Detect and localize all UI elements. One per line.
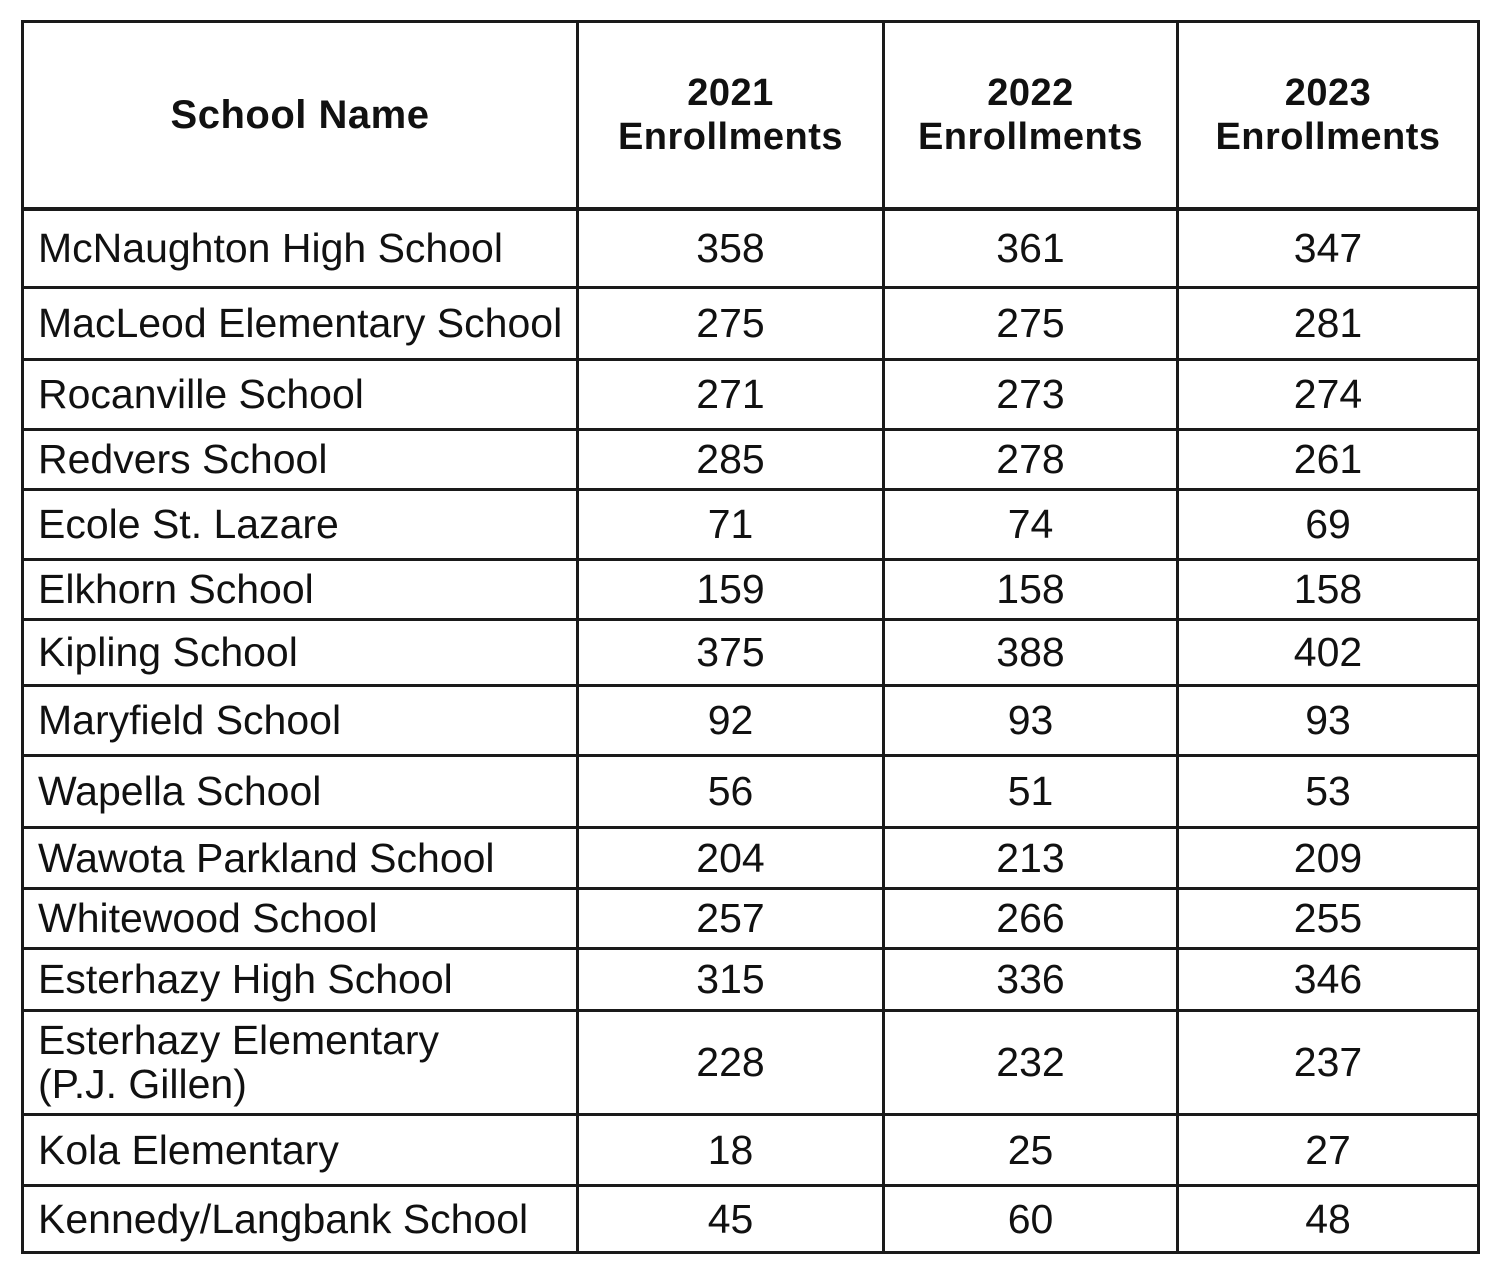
enrollment-2021-cell: 56 [578, 755, 884, 827]
enrollment-2022-cell: 266 [884, 888, 1178, 948]
enrollment-table-container [21, 20, 1480, 1254]
enrollment-2022-cell: 232 [884, 1010, 1178, 1114]
table-row [23, 359, 1479, 429]
school-name-cell [23, 888, 578, 948]
school-name-text: Whitewood School [38, 895, 378, 941]
column-header-2022 [884, 22, 1178, 210]
enrollment-2021-cell: 285 [578, 429, 884, 489]
enrollment-2022-cell: 93 [884, 685, 1178, 755]
school-name-cell [23, 287, 578, 359]
enrollment-2022-cell: 74 [884, 489, 1178, 559]
school-name-cell [23, 359, 578, 429]
enrollment-2022-cell: 51 [884, 755, 1178, 827]
column-header-line: School Name [170, 93, 430, 137]
table-row [23, 827, 1479, 888]
table-row [23, 489, 1479, 559]
header-row [23, 22, 1479, 210]
school-name-text: Maryfield School [38, 697, 342, 743]
enrollment-2023-cell: 274 [1178, 359, 1479, 429]
column-header-school-name [23, 22, 578, 210]
enrollment-2022-cell: 60 [884, 1185, 1178, 1252]
enrollment-2022-cell: 388 [884, 619, 1178, 685]
column-header-line: 2022 [987, 72, 1074, 114]
school-name-text: Kola Elementary [38, 1126, 339, 1173]
enrollment-2021-cell: 257 [578, 888, 884, 948]
table-row [23, 1010, 1479, 1114]
enrollment-2023-cell: 158 [1178, 559, 1479, 619]
table-row [23, 559, 1479, 619]
school-name-cell [23, 1114, 578, 1185]
school-name-text: Kipling School [38, 629, 298, 675]
enrollment-2023-cell: 69 [1178, 489, 1479, 559]
table-header [23, 22, 1479, 210]
enrollment-2023-cell: 255 [1178, 888, 1479, 948]
enrollment-2023-cell: 209 [1178, 827, 1479, 888]
school-name-cell [23, 209, 578, 287]
enrollment-2021-cell: 159 [578, 559, 884, 619]
enrollment-2023-cell: 402 [1178, 619, 1479, 685]
enrollment-2022-cell: 213 [884, 827, 1178, 888]
enrollment-2022-cell: 278 [884, 429, 1178, 489]
enrollment-2023-cell: 27 [1178, 1114, 1479, 1185]
enrollment-2021-cell: 71 [578, 489, 884, 559]
school-name-text: Ecole St. Lazare [38, 501, 339, 547]
enrollment-2021-cell: 204 [578, 827, 884, 888]
enrollment-2023-cell: 346 [1178, 948, 1479, 1010]
enrollment-2021-cell: 358 [578, 209, 884, 287]
table-row [23, 1114, 1479, 1185]
school-name-cell [23, 685, 578, 755]
enrollment-2022-cell: 275 [884, 287, 1178, 359]
column-header-line: Enrollments [617, 116, 844, 158]
column-header-line: Enrollments [917, 116, 1144, 158]
table-row [23, 1185, 1479, 1252]
enrollment-2023-cell: 48 [1178, 1185, 1479, 1252]
enrollment-2021-cell: 18 [578, 1114, 884, 1185]
school-name-text: Elkhorn School [38, 566, 314, 612]
enrollment-2022-cell: 273 [884, 359, 1178, 429]
school-name-cell [23, 755, 578, 827]
school-name-cell [23, 1010, 578, 1114]
enrollment-2023-cell: 347 [1178, 209, 1479, 287]
table-row [23, 888, 1479, 948]
school-name-text: Esterhazy Elementary [38, 1017, 440, 1063]
enrollment-2022-cell: 25 [884, 1114, 1178, 1185]
school-name-cell [23, 559, 578, 619]
table-row [23, 429, 1479, 489]
enrollment-table [21, 20, 1480, 1254]
enrollment-2021-cell: 92 [578, 685, 884, 755]
school-name-text: Rocanville School [38, 371, 364, 417]
school-name-cell [23, 489, 578, 559]
school-name-cell [23, 827, 578, 888]
column-header-2023 [1178, 22, 1479, 210]
enrollment-2023-cell: 53 [1178, 755, 1479, 827]
table-row [23, 209, 1479, 287]
school-name-text: (P.J. Gillen) [38, 1061, 247, 1107]
school-name-text: McNaughton High School [38, 225, 503, 272]
table-row [23, 685, 1479, 755]
enrollment-2023-cell: 281 [1178, 287, 1479, 359]
school-name-text: Wawota Parkland School [38, 834, 495, 881]
table-body [23, 209, 1479, 1252]
column-header-line: 2021 [687, 72, 774, 114]
enrollment-2023-cell: 237 [1178, 1010, 1479, 1114]
school-name-text: Kennedy/Langbank School [38, 1195, 529, 1242]
school-name-text: Esterhazy High School [38, 956, 453, 1002]
enrollment-2022-cell: 361 [884, 209, 1178, 287]
enrollment-2021-cell: 275 [578, 287, 884, 359]
enrollment-2021-cell: 228 [578, 1010, 884, 1114]
column-header-line: 2023 [1284, 72, 1372, 114]
enrollment-2021-cell: 45 [578, 1185, 884, 1252]
school-name-cell [23, 1185, 578, 1252]
enrollment-2022-cell: 158 [884, 559, 1178, 619]
enrollment-2023-cell: 261 [1178, 429, 1479, 489]
enrollment-2021-cell: 271 [578, 359, 884, 429]
table-row [23, 948, 1479, 1010]
column-header-line: Enrollments [1215, 116, 1441, 158]
enrollment-2022-cell: 336 [884, 948, 1178, 1010]
school-name-cell [23, 948, 578, 1010]
enrollment-2023-cell: 93 [1178, 685, 1479, 755]
school-name-cell [23, 619, 578, 685]
enrollment-2021-cell: 315 [578, 948, 884, 1010]
school-name-cell [23, 429, 578, 489]
table-row [23, 755, 1479, 827]
table-row [23, 619, 1479, 685]
enrollment-2021-cell: 375 [578, 619, 884, 685]
school-name-text: MacLeod Elementary School [38, 300, 563, 346]
table-row [23, 287, 1479, 359]
school-name-text: Redvers School [38, 436, 328, 482]
school-name-text: Wapella School [38, 768, 322, 814]
column-header-2021 [578, 22, 884, 210]
